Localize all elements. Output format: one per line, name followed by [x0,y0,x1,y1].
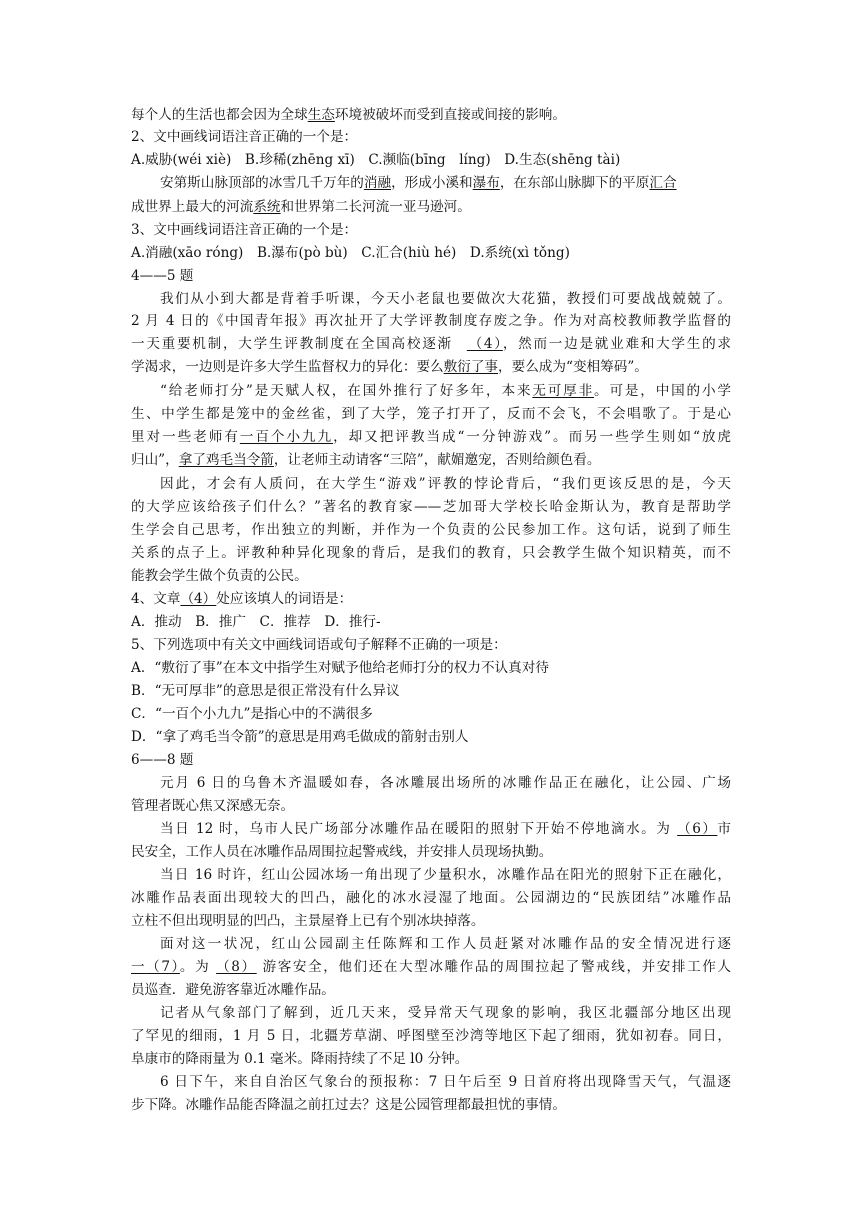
paragraph-line: 元月 6 日的乌鲁木齐温暖如春，各冰雕展出场所的冰雕作品正在融化，让公园、广场 [160,775,731,791]
paragraph-line: 里对一些老师有一百个小九九，却又把评教当成“一分钟游戏”。而另一些学生则如“放虎 [131,429,731,445]
paragraph-line: 一（7）。为 （8） 游客安全，他们还在大型冰雕作品的周围拉起了警戒线，并安排工作人 [131,959,732,975]
paragraph-line: 每个人的生活也都会因为全球生态环境被破坏而受到直接或间接的影响。 [131,107,566,123]
question-5-option-b: B．“无可厚非”的意思是很正常没有什么异议 [131,683,400,699]
paragraph-line: 6 日下午，来自自治区气象台的预报称：7 日午后至 9 日首府将出现降雪天气，气温逐 [160,1074,731,1090]
paragraph-line: 关系的点子上。评教种种异化现象的背后，是我们的教育，只会教学生做个知识精英，而不 [131,545,731,561]
paragraph-line: 因此，才会有人质问，在大学生“游戏”评教的悖论背后，“我们更该反思的是，今天 [160,476,731,492]
paragraph-line: 当日 16 时许，红山公园冰场一角出现了少量积水，冰雕作品在阳光的照射下正在融化， [160,867,731,883]
paragraph-line: 民安全，工作人员在冰雕作品周围拉起警戒线，并安排人员现场执勤。 [131,844,553,860]
section-heading-6-8: 6——8 题 [131,752,194,768]
question-2-stem: 2、文中画线词语注音正确的一个是： [131,129,358,145]
question-4-options: A．推动 B．推广 C．推荐 D．推行- [131,614,381,630]
paragraph-line: 员巡查．避免游客靠近冰雕作品。 [131,982,335,998]
paragraph-line: 生、中学生都是笼中的金丝雀，到了大学，笼子打开了，反而不会飞，不会唱歌了。于是心 [131,406,731,422]
paragraph-line: 面对这一状况，红山公园副主任陈辉和工作人员赶紧对冰雕作品的安全情况进行逐 [160,936,731,952]
paragraph-line: “给老师打分”是天赋人权，在国外推行了好多年，本来无可厚非。可是，中国的小学 [160,383,732,399]
paragraph-line: 一天重要机制，大学生评教制度在全国高校逐渐 （4），然而一边是就业难和大学生的求 [131,336,731,352]
paragraph-line: 管理者既心焦又深感无奈。 [131,798,295,814]
question-4-stem: 4、文章（4）处应该填人的词语是： [131,591,353,607]
question-5-option-d: D．“拿了鸡毛当令箭”的意思是用鸡毛做成的箭射击别人 [131,729,469,745]
paragraph-line: 我们从小到大都是背着手听课，今天小老鼠也要做次大花猫，教授们可要战战兢兢了。 [160,291,731,307]
paragraph-line: 安第斯山脉顶部的冰雪几千万年的消融，形成小溪和瀑布，在东部山脉脚下的平原汇合 [160,175,677,191]
paragraph-line: 的大学应该给孩子们什么？”著名的教育家——芝加哥大学校长哈金斯认为，教育是帮助学 [131,499,731,515]
paragraph-line: 步下降。冰雕作品能否降温之前扛过去？这是公园管理都最担忧的事情。 [131,1097,566,1113]
question-5-option-a: A．“敷衍了事”在本文中指学生对赋予他给老师打分的权力不认真对待 [131,660,549,676]
paragraph-line: 归山”，拿了鸡毛当令箭，让老师主动请客“三陪”，献媚邀宠，否则给颜色看。 [131,452,601,468]
paragraph-line: 能教会学生做个负责的公民。 [131,568,308,584]
section-heading-4-5: 4——5 题 [131,268,194,284]
paragraph-line: 2 月 4 日的《中国青年报》再次扯开了大学评教制度存废之争。作为对高校教师教学监督的 [131,313,731,329]
question-3-stem: 3、文中画线词语注音正确的一个是： [131,222,358,238]
paragraph-line: 立柱不但出现明显的凹凸，主景屋脊上已有个别冰块掉落。 [131,913,485,929]
paragraph-line: 学渴求，一边则是许多大学生监督权力的异化：要么敷衍了事，要么成为“变相筹码”。 [131,359,648,375]
paragraph-line: 了罕见的细雨，1 月 5 日，北疆芳草湖、呼图壁至沙湾等地区下起了细雨，犹如初春。同日， [131,1028,731,1044]
paragraph-line: 当日 12 时，乌市人民广场部分冰雕作品在暖阳的照射下开始不停地滴水。为 （6）市 [160,821,731,837]
paragraph-line: 冰雕作品表面出现较大的凹凸，融化的冰水浸湿了地面。公园湖边的“民族团结”冰雕作品 [131,890,731,906]
question-5-option-c: C．“一百个小九九”是指心中的不满很多 [131,706,373,722]
paragraph-line: 阜康市的降雨量为 0.1 毫米。降雨持续了不足 l0 分钟。 [131,1051,469,1067]
question-2-options: A.威胁(wéi xiè) B.珍稀(zhēng xī) C.濒临(bīng líng) D.生态(shēng tài) [131,152,621,168]
paragraph-line: 记者从气象部门了解到，近几天来，受异常天气现象的影响，我区北疆部分地区出现 [160,1005,731,1021]
paragraph-line: 成世界上最大的河流系统和世界第二长河流一亚马逊河。 [131,199,471,215]
question-3-options: A.消融(xāo róng) B.瀑布(pò bù) C.汇合(hiù hé) D.系统(xì tǒng) [131,245,570,261]
question-5-stem: 5、下列选项中有关文中画线词语或句子解释不正确的一项是： [131,637,507,653]
paragraph-line: 生学会自己思考，作出独立的判断，并作为一个负责的公民参加工作。这句话，说到了师生 [131,522,731,538]
